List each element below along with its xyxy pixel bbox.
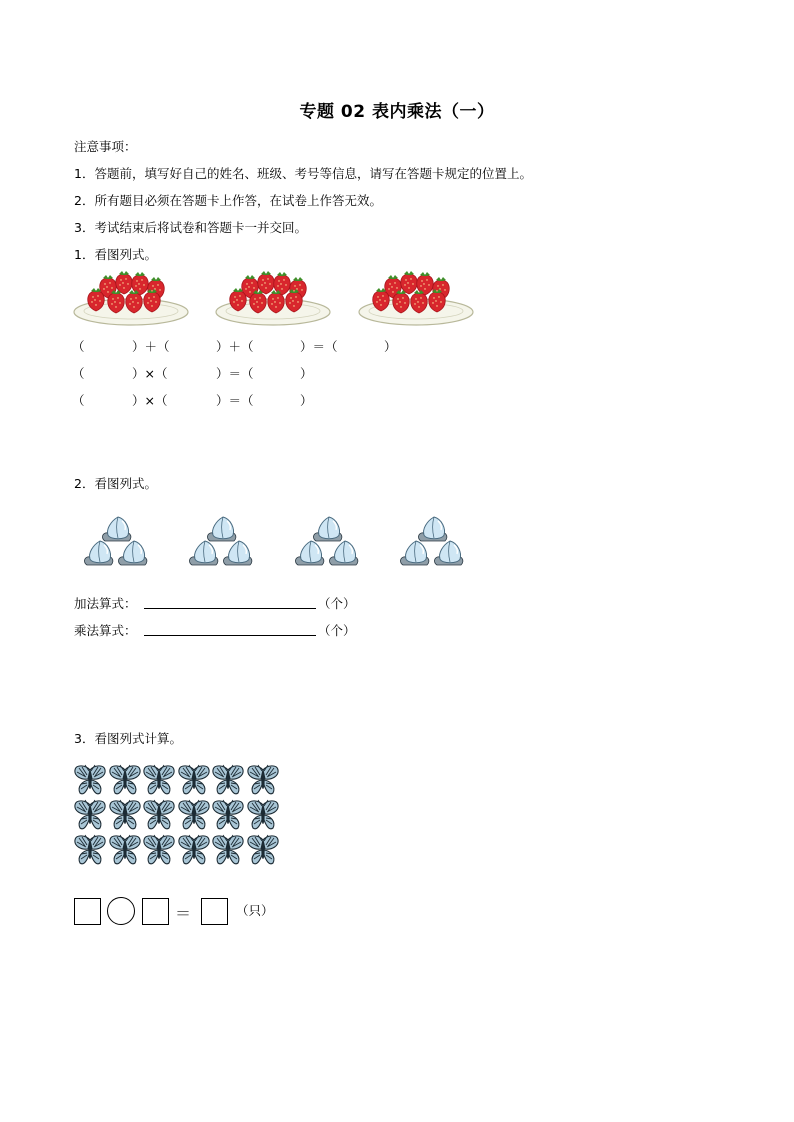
multiplication-answer-line[interactable] xyxy=(144,621,316,636)
unit-label: （只） xyxy=(236,903,274,918)
butterfly xyxy=(178,764,210,796)
answer-box[interactable] xyxy=(74,898,101,925)
paren-open: （ xyxy=(72,366,85,381)
addition-answer-line[interactable] xyxy=(144,594,316,609)
answer-box[interactable] xyxy=(201,898,228,925)
operator-circle[interactable] xyxy=(107,897,135,925)
notes-heading: 注意事项： xyxy=(74,139,137,154)
paren-plus: ）＋（ xyxy=(216,339,254,354)
paren-close: ） xyxy=(300,393,313,408)
butterfly xyxy=(212,799,244,831)
butterfly xyxy=(212,834,244,866)
answer-box[interactable] xyxy=(142,898,169,925)
butterfly xyxy=(109,799,141,831)
addition-formula-row xyxy=(74,337,474,353)
paren-close: ） xyxy=(300,366,313,381)
butterfly xyxy=(178,799,210,831)
butterfly xyxy=(109,834,141,866)
butterfly xyxy=(74,799,106,831)
multiplication-formula-row xyxy=(74,364,374,380)
unit-label: （个） xyxy=(318,596,356,611)
notes-item: 3．考试结束后将试卷和答题卡一并交回。 xyxy=(74,220,307,235)
butterfly xyxy=(143,834,175,866)
butterfly xyxy=(178,834,210,866)
peach-group xyxy=(78,510,156,574)
question-2-prompt: 2．看图列式。 xyxy=(74,476,157,491)
unit-label: （个） xyxy=(318,623,356,638)
multiplication-answer-row xyxy=(74,621,374,637)
butterfly xyxy=(143,764,175,796)
paren-times: ）×（ xyxy=(132,366,168,381)
paren-open: （ xyxy=(72,339,85,354)
notes-item: 1．答题前，填写好自己的姓名、班级、考号等信息，请写在答题卡规定的位置上。 xyxy=(74,166,532,181)
paren-close: ） xyxy=(384,339,397,354)
butterfly xyxy=(212,764,244,796)
peach-group xyxy=(183,510,261,574)
multiplication-formula-row xyxy=(74,391,374,407)
paren-open: （ xyxy=(72,393,85,408)
paren-times: ）×（ xyxy=(132,393,168,408)
paren-plus: ）＋（ xyxy=(132,339,170,354)
multiplication-label: 乘法算式： xyxy=(74,623,137,638)
equals-sign: ＝ xyxy=(175,904,192,923)
butterfly xyxy=(247,799,279,831)
question-1-prompt: 1．看图列式。 xyxy=(74,247,157,262)
strawberry-plate xyxy=(72,270,190,330)
addition-label: 加法算式： xyxy=(74,596,137,611)
butterfly xyxy=(74,834,106,866)
butterfly xyxy=(109,764,141,796)
butterfly xyxy=(247,834,279,866)
paren-equals: ）＝（ xyxy=(300,339,338,354)
paren-equals: ）＝（ xyxy=(216,393,254,408)
butterfly xyxy=(143,799,175,831)
addition-answer-row xyxy=(74,594,374,610)
paren-equals: ）＝（ xyxy=(216,366,254,381)
strawberry-plate xyxy=(357,270,475,330)
butterfly xyxy=(74,764,106,796)
page-title: 专题 02 表内乘法（一） xyxy=(299,102,495,122)
strawberry-plate xyxy=(214,270,332,330)
notes-item: 2．所有题目必须在答题卡上作答，在试卷上作答无效。 xyxy=(74,193,382,208)
peach-group xyxy=(289,510,367,574)
question-3-prompt: 3．看图列式计算。 xyxy=(74,731,182,746)
peach-group xyxy=(394,510,472,574)
butterfly xyxy=(247,764,279,796)
